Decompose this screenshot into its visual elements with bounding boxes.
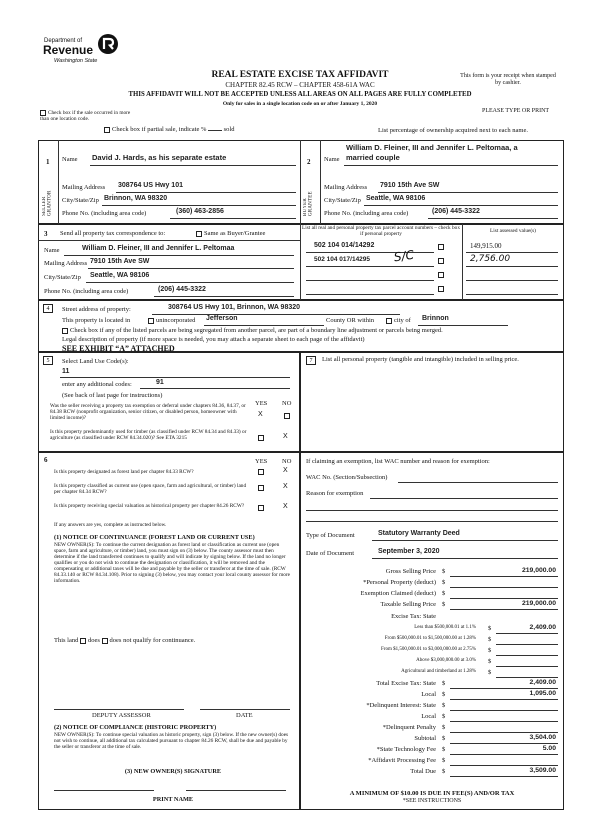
see-instructions-note: *SEE INSTRUCTIONS [402,798,462,804]
seller-mail-label: Mailing Address [62,184,106,191]
calc-row-label: *Affidavit Processing Fee [368,757,436,764]
calc-row-underline [450,754,558,755]
land-qualify-label: This land [54,637,79,644]
send-mail[interactable]: 7910 15th Ave SW [90,258,150,265]
land-does-label: does [88,637,100,644]
sec6-q3: Is this property receiving special valuation as historical property per chapter 84.26 RCW? [54,503,245,509]
notice1-body: NEW OWNER(S): To continue the current designation as forest land or classification as current use (open space, farm and agriculture, or timber) land, you must sign on (3) below. The county assessor must then determine if the land transferred continues to qualify and will indicate by signing below. If the land no longer qualifies or you do not wish to continue the designation or classification, it will be removed and the compensating or additional taxes will be due and payable by the seller or transferor at the time of sale. (RCW 84.33.140 or RCW 84.34.108). Prior to signing (3) below, you may contact your local county assessor for more information. [54,542,290,585]
parcel-1-personal-checkbox[interactable] [438,244,444,250]
sec6-yes-header: YES [255,458,268,465]
land-does-not-checkbox[interactable] [102,638,108,644]
calc-row-label: Gross Selling Price [385,568,436,575]
parcel-header: List all real and personal property tax parcel account numbers – check box if personal property [302,225,460,238]
multi-location-row [40,110,132,122]
land-qualify-row [54,637,195,644]
city-of-row [386,317,411,324]
partial-sale-checkbox[interactable] [104,127,110,133]
calc-row-currency: $ [442,590,446,597]
calc-row-currency: $ [488,647,492,654]
calc-row-value[interactable]: 5.00 [542,745,556,752]
calc-row-currency: $ [488,669,492,676]
form-notice: THIS AFFIDAVIT WILL NOT BE ACCEPTED UNLESS ALL AREAS ON ALL PAGES ARE FULLY COMPLETED [128,91,472,98]
exhibit-a[interactable]: SEE EXHIBIT “A” ATTACHED [62,344,175,353]
send-phone[interactable]: (206) 445-3322 [158,286,206,293]
calc-row-currency: $ [442,691,446,698]
multi-location-label: Check box if the sale occurred in more than one location code. [40,110,131,123]
calc-row-currency: $ [442,757,446,764]
unincorporated-checkbox[interactable] [148,318,154,324]
calc-row-label: Agricultural and timberland at 1.28% [401,669,476,674]
buyer-phone[interactable]: (206) 445-3322 [432,208,480,215]
seller-name[interactable]: David J. Hards, as his separate estate [92,153,227,162]
calc-row-underline [450,721,558,722]
property-city[interactable]: Brinnon [422,315,449,322]
calc-row-underline [450,732,558,733]
parcel-4-personal-checkbox[interactable] [438,286,444,292]
buyer-phone-label: Phone No. (including area code) [324,210,409,217]
agency-line3: Washington State [54,58,98,64]
sec6-q3-no[interactable]: X [283,503,288,510]
county-label: County OR within [326,317,375,324]
buyer-city-label: City/State/Zip [324,197,361,204]
buyer-city[interactable]: Seattle, WA 98106 [366,195,426,202]
sec1-number: 1 [46,158,50,166]
calc-row-value[interactable]: 2,409.00 [529,679,556,686]
doc-type-label: Type of Document [306,532,355,539]
sec6-q1-no[interactable]: X [283,467,288,474]
handwritten-mark: S/C [392,247,415,265]
sec7-text: List all personal property (tangible and intangible) included in selling price. [322,356,519,363]
calc-row-underline [450,710,558,711]
calc-row-underline [450,587,558,588]
notice1-title: (1) NOTICE OF CONTINUANCE (FOREST LAND OR CURRENT USE) [54,534,255,541]
send-mail-label: Mailing Address [44,260,88,267]
legal-desc-label: Legal description of property (if more space is needed, you may attach a separate sheet to each page of the affidavit) [62,336,365,343]
calc-row-underline [450,576,558,577]
calc-row-currency: $ [442,601,446,608]
calc-row-currency: $ [442,702,446,709]
calc-row-value[interactable]: 3,504.00 [529,734,556,741]
sec5-no-header: NO [282,400,292,407]
additional-codes[interactable]: 91 [156,379,164,386]
calc-row-underline [496,677,558,678]
buyer-mail[interactable]: 7910 15th Ave SW [380,182,440,189]
calc-row-label: From $1,500,000.01 to $3,000,000.00 at 2.75% [381,647,476,652]
seller-name-row [62,156,78,163]
print-name-label: PRINT NAME [152,796,194,803]
send-to-label: Send all property tax correspondence to: [60,230,166,237]
segregated-row [62,327,443,334]
calc-row-label: Less than $500,000.01 at 1.1% [414,625,476,630]
sec6-q2-no[interactable]: X [283,483,288,490]
sec5-yes-header: YES [255,400,268,407]
revenue-logo-icon [96,32,120,56]
send-name-label: Name [44,247,60,254]
sec5-q1: Was the seller receiving a property tax exemption or deferral under chapters 84.36, 84.37, or 84.38 RCW (nonprofit organization, senior citizen, or disabled person, homeowner with limited income)? [50,403,246,422]
calc-row-underline [496,666,558,667]
see-back-note: (See back of last page for instructions) [62,392,163,399]
partial-percent-field[interactable] [208,130,222,131]
send-city-label: City/State/Zip [44,274,81,281]
minimum-due-note: A MINIMUM OF $10.00 IS DUE IN FEE(S) AND/OR TAX [349,790,515,797]
send-phone-label: Phone No. (including area code) [44,288,129,295]
seller-name-label: Name [62,156,78,163]
assessed-1[interactable]: 149,915.00 [470,242,502,250]
calc-row-currency: $ [488,625,492,632]
agency-line2: Revenue [43,43,94,57]
unincorporated-row [148,317,195,324]
deputy-assessor-label: DEPUTY ASSESSOR [92,712,151,719]
calc-row-underline [450,609,558,610]
calc-row-label: Exemption Claimed (deduct) [360,590,436,597]
calc-row-currency: $ [442,724,446,731]
calc-row-label: Total Excise Tax: State [376,680,436,687]
buyer-name-label: Name [324,156,340,163]
new-owner-signature-title: (3) NEW OWNER(S) SIGNATURE [124,768,222,775]
land-use-code[interactable]: 11 [62,368,70,375]
calc-row-currency: $ [442,579,446,586]
calc-row-underline [450,598,558,599]
land-does-checkbox[interactable] [80,638,86,644]
sec4-number: 4 [43,304,53,313]
exemption-claim: If claiming an exemption, list WAC number and reason for exemption: [306,458,490,465]
assessed-2[interactable]: 2,756.00 [470,254,511,264]
send-city[interactable]: Seattle, WA 98106 [90,272,150,279]
calc-row-currency: $ [442,568,446,575]
seller-city-label: City/State/Zip [62,197,99,204]
partial-sale-label: Check box if partial sale, indicate % [112,126,207,133]
seller-mail[interactable]: 308764 US Hwy 101 [118,182,183,189]
calc-row-underline [450,743,558,744]
parcel-2[interactable]: 502 104 017/14295 [314,256,371,263]
calc-row-underline [496,633,558,634]
calc-row-value[interactable]: 3,509.00 [529,767,556,774]
calc-row-label: *Personal Property (deduct) [363,579,436,586]
segregated-label: Check box if any of the listed parcels are being segregated from another parcel, are part of a boundary line adjustment or parcels being merged. [70,327,443,334]
buyer-mail-label: Mailing Address [324,184,368,191]
land-does-not-label: does not qualify for continuance. [109,637,196,644]
street-address[interactable]: 308764 US Hwy 101, Brinnon, WA 98320 [168,304,301,311]
calc-row-underline [496,655,558,656]
calc-row-label: Subtotal [414,735,436,742]
calc-row-label: Local [421,691,436,698]
form-title: REAL ESTATE EXCISE TAX AFFIDAVIT [211,70,389,80]
city-of-checkbox[interactable] [386,318,392,324]
agency-line1: Department of [44,38,83,44]
calc-row-label: Excise Tax: State [391,613,436,620]
calc-row-underline [450,765,558,766]
send-name[interactable]: William D. Fleiner, III and Jennifer L. Peltomaa [82,245,235,252]
located-label: This property is located in [62,317,131,324]
sec6-q1: Is this property designated as forest land per chapter 84.33 RCW? [54,469,194,475]
multi-location-checkbox[interactable] [40,110,46,116]
calc-row-currency: $ [442,768,446,775]
calc-row-label: Taxable Selling Price [380,601,436,608]
type-or-print: PLEASE TYPE OR PRINT [482,108,550,114]
calc-row-value[interactable]: 2,409.00 [529,624,556,631]
wac-label: WAC No. (Section/Subsection) [306,474,388,481]
calc-row-currency: $ [442,735,446,742]
sec5-q2-no[interactable]: X [283,433,288,440]
revenue-logo [40,34,130,66]
calc-row-label: *State Technology Fee [376,746,436,753]
parcel-1[interactable]: 502 104 014/14292 [314,242,375,249]
sec6-q2: Is this property classified as current use (open space, farm and agricultural, or timber) land per chapter 84.34 RCW? [54,483,247,496]
buyer-name-line2[interactable]: married couple [346,153,400,162]
sec6-number: 6 [44,456,48,464]
county-name[interactable]: Jefferson [206,315,238,322]
calc-row-value[interactable]: 1,095.00 [529,690,556,697]
sec5-number: 5 [43,356,53,365]
calc-row-value[interactable]: 219,000.00 [521,600,556,607]
single-location-note: Only for sales in a single location code on or after January 1, 2020 [222,101,378,107]
partial-sale-suffix: sold [223,126,235,133]
sec5-q1-yes[interactable]: X [258,411,263,418]
calc-row-label: *Delinquent Interest: State [366,702,436,709]
sec6-q3-yes-checkbox[interactable] [258,505,264,511]
calc-row-label: Above $3,000,000.00 at 3.0% [416,658,476,663]
doc-date-label: Date of Document [306,550,355,557]
assessed-header: List assessed value(s) [490,228,536,234]
sec7-number: 7 [306,356,316,365]
calc-row-label: From $500,000.01 to $1,500,000.00 at 1.28% [384,636,476,641]
ownership-note: List percentage of ownership acquired next to each name. [378,127,528,134]
calc-row-currency: $ [442,746,446,753]
sec3-number: 3 [44,230,48,238]
seller-city[interactable]: Brinnon, WA 98320 [104,195,168,202]
doc-type[interactable]: Statutory Warranty Deed [378,530,460,537]
calc-row-underline [496,644,558,645]
calc-row-label: *Delinquent Penalty [382,724,436,731]
calc-row-currency: $ [488,636,492,643]
seller-phone-label: Phone No. (including area code) [62,210,147,217]
sec6-q1-yes-checkbox[interactable] [258,469,264,475]
additional-codes-label: enter any additional codes: [62,381,132,388]
form-chapter: CHAPTER 82.45 RCW – CHAPTER 458-61A WAC [225,81,375,89]
notice2-body: NEW OWNER(S): To continue special valuation as historic property, sign (3) below. If the new owner(s) does not wish to continue, all additional tax calculated pursuant to chapter 84.26 RCW, shall be due and payable by the seller or transferor at the time of sale. [54,732,289,751]
same-as-buyer-row [196,230,265,237]
calc-row-currency: $ [442,713,446,720]
parcel-2-personal-checkbox[interactable] [438,258,444,264]
calc-row-underline [450,776,558,777]
same-as-buyer-checkbox[interactable] [196,231,202,237]
unincorporated-label: unincorporated [156,317,196,324]
partial-sale-row [104,126,235,133]
city-of-label: city of [394,317,411,324]
sec5-q2-yes-checkbox[interactable] [258,435,264,441]
sec6-q2-yes-checkbox[interactable] [258,485,264,491]
sec2-number: 2 [307,158,311,166]
seller-phone[interactable]: (360) 463-2856 [176,208,224,215]
calc-row-underline [450,688,558,689]
buyer-name-line1[interactable]: William D. Fleiner, III and Jennifer L. Peltomaa, a [346,143,518,152]
assessor-date-label: DATE [236,712,253,719]
sec7-box [300,352,564,452]
sec5-q1-no-checkbox[interactable] [284,413,290,419]
receipt-note: This form is your receipt when stamped by cashier. [460,73,556,86]
segregated-checkbox[interactable] [62,328,68,334]
reason-label: Reason for exemption [306,490,364,497]
calc-row-value[interactable]: 219,000.00 [521,567,556,574]
calc-row-label: Total Due [410,768,436,775]
land-use-label: Select Land Use Code(s): [62,358,129,365]
same-as-buyer-label: Same as Buyer/Grantee [204,230,266,237]
seller-side-label: SELLER GRANTOR [42,190,53,216]
calc-row-currency: $ [488,658,492,665]
sec6-no-header: NO [282,458,292,465]
sec6-if-yes: If any answers are yes, complete as instructed below. [54,522,167,528]
buyer-side-label: BUYER GRANTEE [303,191,314,216]
calc-row-currency: $ [442,680,446,687]
street-label: Street address of property: [62,306,131,313]
calc-row-underline [450,699,558,700]
parcel-3-personal-checkbox[interactable] [438,272,444,278]
sec5-q2: Is this property predominantly used for timber (as classified under RCW 84.34 and 84.33) or agriculture (as classified under RCW 84.34.020)? See ETA 3215 [50,429,247,442]
notice2-title: (2) NOTICE OF COMPLIANCE (HISTORIC PROPERTY) [54,724,217,731]
calc-row-label: Local [421,713,436,720]
doc-date[interactable]: September 3, 2020 [378,548,440,555]
